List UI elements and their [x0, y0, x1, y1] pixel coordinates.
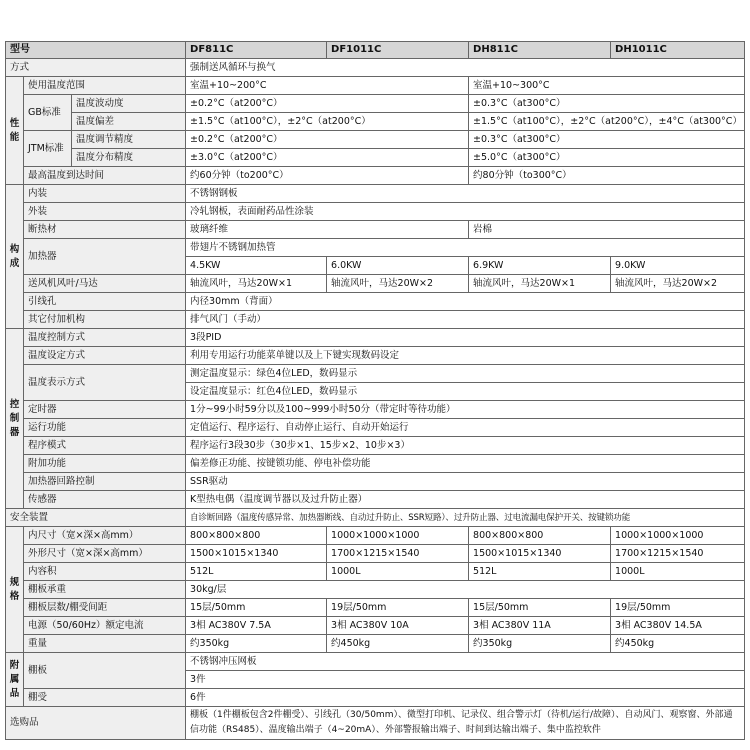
heater-ctrl-value: SSR驱动: [186, 473, 745, 491]
power-df1011c: 3相 AC380V 10A: [327, 617, 469, 635]
ctrl-method-value: 3段PID: [186, 329, 745, 347]
holder-row: [6, 689, 745, 707]
performance-group-label: 性能: [6, 77, 24, 185]
weight-df811c: 约350kg: [186, 635, 327, 653]
safety-row: [6, 509, 745, 527]
jtm-adj-row: [6, 131, 745, 149]
lead-hole-label: 引线孔: [24, 293, 186, 311]
jtm-adj-label: 温度调节精度: [72, 131, 186, 149]
temp-range-label: 使用温度范围: [24, 77, 186, 95]
shelf-label: 棚板: [24, 653, 186, 689]
shelves-df1011c: 19层/50mm: [327, 599, 469, 617]
gb-dev-row: [6, 113, 745, 131]
volume-label: 内容积: [24, 563, 186, 581]
insulation-row: [6, 221, 745, 239]
heater-power-dh1011c: 9.0KW: [611, 257, 745, 275]
sensor-label: 传感器: [24, 491, 186, 509]
volume-dh811c: 512L: [469, 563, 611, 581]
timer-label: 定时器: [24, 401, 186, 419]
heater-ctrl-row: [6, 473, 745, 491]
outer-size-dh811c: 1500×1015×1340: [469, 545, 611, 563]
load-label: 棚板承重: [24, 581, 186, 599]
outer-size-df1011c: 1700×1215×1540: [327, 545, 469, 563]
display-setting: 设定温度显示：红色4位LED，数码显示: [186, 383, 745, 401]
weight-df1011c: 约450kg: [327, 635, 469, 653]
volume-df811c: 512L: [186, 563, 327, 581]
program-value: 程序运行3段30步（30步×1、15步×2、10步×3）: [186, 437, 745, 455]
power-label: 电源（50/60Hz）额定电流: [24, 617, 186, 635]
model-dh1011c: DH1011C: [611, 42, 745, 59]
model-dh811c: DH811C: [469, 42, 611, 59]
power-df811c: 3相 AC380V 7.5A: [186, 617, 327, 635]
run-label: 运行功能: [24, 419, 186, 437]
method-row: [6, 59, 745, 77]
weight-row: [6, 635, 745, 653]
outer-size-row: [6, 545, 745, 563]
program-label: 程序模式: [24, 437, 186, 455]
heater-label: 加热器: [24, 239, 186, 275]
options-row: [6, 707, 745, 740]
heater-row: [6, 239, 745, 257]
gb-dev-label: 温度偏差: [72, 113, 186, 131]
weight-dh1011c: 约450kg: [611, 635, 745, 653]
inner-value: 不锈钢钢板: [186, 185, 745, 203]
method-value: 强制送风循环与换气: [186, 59, 745, 77]
heater-power-df1011c: 6.0KW: [327, 257, 469, 275]
inner-size-df811c: 800×800×800: [186, 527, 327, 545]
jtm-dist-df: ±3.0°C（at200°C）: [186, 149, 469, 167]
shelf-material: 不锈钢冲压网板: [186, 653, 745, 671]
jtm-adj-dh: ±0.3°C（at300°C）: [469, 131, 745, 149]
inner-size-label: 内尺寸（宽×深×高mm）: [24, 527, 186, 545]
outer-size-df811c: 1500×1015×1340: [186, 545, 327, 563]
outer-label: 外装: [24, 203, 186, 221]
outer-size-dh1011c: 1700×1215×1540: [611, 545, 745, 563]
sensor-row: [6, 491, 745, 509]
weight-dh811c: 约350kg: [469, 635, 611, 653]
spec-table: [5, 41, 745, 740]
gb-fluct-dh: ±0.3°C（at300°C）: [469, 95, 745, 113]
timer-value: 1分~99小时59分以及100~999小时50分（带定时等待功能）: [186, 401, 745, 419]
program-row: [6, 437, 745, 455]
inner-size-df1011c: 1000×1000×1000: [327, 527, 469, 545]
temp-range-row: [6, 77, 745, 95]
shelf-material-row: [6, 653, 745, 671]
volume-dh1011c: 1000L: [611, 563, 745, 581]
shelves-df811c: 15层/50mm: [186, 599, 327, 617]
shelves-row: [6, 599, 745, 617]
construction-group-label: 构成: [6, 185, 24, 329]
fan-df811c: 轴流风叶，马达20W×1: [186, 275, 327, 293]
safety-label: 安全装置: [6, 509, 186, 527]
run-value: 定值运行、程序运行、自动停止运行、自动开始运行: [186, 419, 745, 437]
volume-row: [6, 563, 745, 581]
gb-fluct-row: [6, 95, 745, 113]
holder-label: 棚受: [24, 689, 186, 707]
header-row: [6, 42, 745, 59]
lead-hole-row: [6, 293, 745, 311]
ctrl-method-row: [6, 329, 745, 347]
options-value: 棚板（1件棚板包含2件棚受）、引线孔（30/50mm）、微型打印机、记录仪、组合警示灯（待机/运行/故障）、自动风门、观察窗、外部通信功能（RS485）、温度输出端子（4~20mA）、外部警报输出端子、时间到达输出端子、集中监控软件: [186, 707, 745, 740]
volume-df1011c: 1000L: [327, 563, 469, 581]
load-row: [6, 581, 745, 599]
safety-value: 自诊断回路（温度传感异常、加热器断线、自动过升防止、SSR短路）、过升防止器、过电流漏电保护开关、按键锁功能: [186, 509, 745, 527]
insulation-label: 断热材: [24, 221, 186, 239]
fan-label: 送风机风叶/马达: [24, 275, 186, 293]
other-mech-value: 排气风门（手动）: [186, 311, 745, 329]
options-label: 选购品: [6, 707, 186, 740]
gb-standard-label: GB标准: [24, 95, 72, 131]
jtm-dist-row: [6, 149, 745, 167]
heat-time-label: 最高温度到达时间: [24, 167, 186, 185]
jtm-standard-label: JTM标准: [24, 131, 72, 167]
extra-func-row: [6, 455, 745, 473]
extra-func-label: 附加功能: [24, 455, 186, 473]
inner-size-row: [6, 527, 745, 545]
weight-label: 重量: [24, 635, 186, 653]
extra-func-value: 偏差修正功能、按键锁功能、停电补偿功能: [186, 455, 745, 473]
fan-dh1011c: 轴流风叶，马达20W×2: [611, 275, 745, 293]
holder-count: 6件: [186, 689, 745, 707]
ctrl-method-label: 温度控制方式: [24, 329, 186, 347]
jtm-adj-df: ±0.2°C（at200°C）: [186, 131, 469, 149]
controller-group-label: 控制器: [6, 329, 24, 509]
jtm-dist-dh: ±5.0°C（at300°C）: [469, 149, 745, 167]
inner-size-dh811c: 800×800×800: [469, 527, 611, 545]
gb-fluct-label: 温度波动度: [72, 95, 186, 113]
gb-dev-df: ±1.5°C（at100°C），±2°C（at200°C）: [186, 113, 469, 131]
power-dh1011c: 3相 AC380V 14.5A: [611, 617, 745, 635]
set-method-label: 温度设定方式: [24, 347, 186, 365]
set-method-row: [6, 347, 745, 365]
display-measured: 测定温度显示：绿色4位LED，数码显示: [186, 365, 745, 383]
other-mech-label: 其它付加机构: [24, 311, 186, 329]
run-row: [6, 419, 745, 437]
heat-time-row: [6, 167, 745, 185]
temp-range-df: 室温+10~200°C: [186, 77, 469, 95]
outer-row: [6, 203, 745, 221]
heat-time-df: 约60分钟（to200°C）: [186, 167, 469, 185]
heater-power-dh811c: 6.9KW: [469, 257, 611, 275]
spec-group-label: 规格: [6, 527, 24, 653]
fan-dh811c: 轴流风叶，马达20W×1: [469, 275, 611, 293]
sensor-value: K型热电偶（温度调节器以及过升防止器）: [186, 491, 745, 509]
accessories-group-label: 附属品: [6, 653, 24, 707]
heater-ctrl-label: 加热器回路控制: [24, 473, 186, 491]
model-label: 型号: [6, 42, 186, 59]
method-label: 方式: [6, 59, 186, 77]
inner-label: 内装: [24, 185, 186, 203]
display-measured-row: [6, 365, 745, 383]
power-row: [6, 617, 745, 635]
insulation-dh: 岩棉: [469, 221, 745, 239]
temp-range-dh: 室温+10~300°C: [469, 77, 745, 95]
jtm-dist-label: 温度分布精度: [72, 149, 186, 167]
shelves-dh1011c: 19层/50mm: [611, 599, 745, 617]
fan-df1011c: 轴流风叶，马达20W×2: [327, 275, 469, 293]
shelves-dh811c: 15层/50mm: [469, 599, 611, 617]
other-mech-row: [6, 311, 745, 329]
model-df1011c: DF1011C: [327, 42, 469, 59]
outer-value: 冷轧钢板，表面耐药品性涂装: [186, 203, 745, 221]
shelves-label: 棚板层数/棚受间距: [24, 599, 186, 617]
heater-value: 带翅片不锈钢加热管: [186, 239, 745, 257]
heater-power-df811c: 4.5KW: [186, 257, 327, 275]
load-value: 30kg/层: [186, 581, 745, 599]
inner-row: [6, 185, 745, 203]
inner-size-dh1011c: 1000×1000×1000: [611, 527, 745, 545]
fan-row: [6, 275, 745, 293]
heat-time-dh: 约80分钟（to300°C）: [469, 167, 745, 185]
display-label: 温度表示方式: [24, 365, 186, 401]
timer-row: [6, 401, 745, 419]
power-dh811c: 3相 AC380V 11A: [469, 617, 611, 635]
shelf-count: 3件: [186, 671, 745, 689]
insulation-df: 玻璃纤维: [186, 221, 469, 239]
outer-size-label: 外形尺寸（宽×深×高mm）: [24, 545, 186, 563]
gb-dev-dh: ±1.5°C（at100°C），±2°C（at200°C），±4°C（at300°C）: [469, 113, 745, 131]
lead-hole-value: 内径30mm（背面）: [186, 293, 745, 311]
model-df811c: DF811C: [186, 42, 327, 59]
gb-fluct-df: ±0.2°C（at200°C）: [186, 95, 469, 113]
set-method-value: 利用专用运行功能菜单键以及上下键实现数码设定: [186, 347, 745, 365]
